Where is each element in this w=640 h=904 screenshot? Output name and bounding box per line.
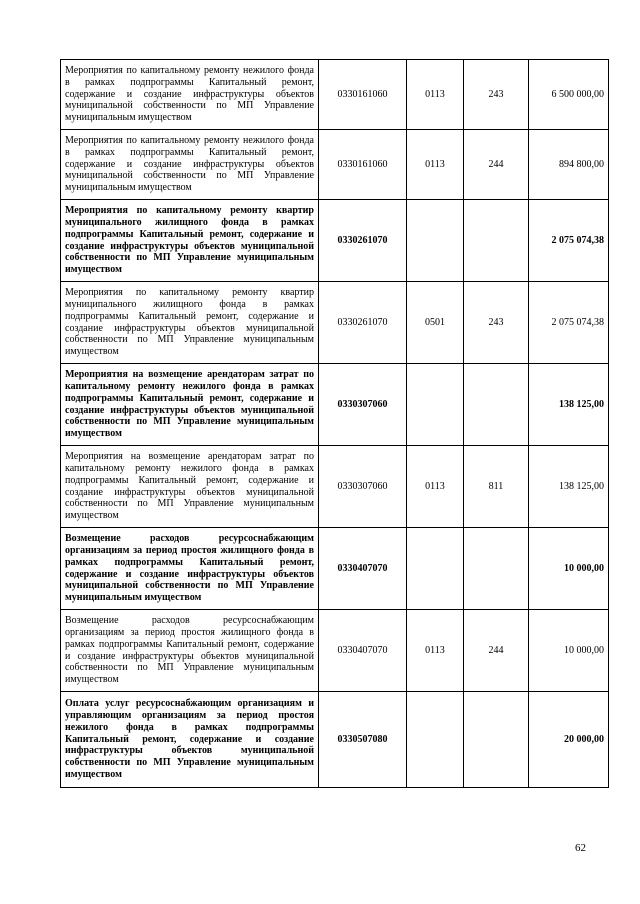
- table-row: [61, 692, 609, 788]
- row-description-cell: Мероприятия по капитальному ремонту нежилого фонда в рамках подпрограммы Капитальный ремонт, содержание и создание инфраструктуры объектов муниципальной собственности по МП Управление муниципальным имуществом: [61, 130, 319, 200]
- target-article-code-cell: 0330261070: [319, 282, 407, 364]
- target-article-code-cell: 0330507080: [319, 692, 407, 788]
- expense-type-code-cell: 243: [464, 282, 529, 364]
- section-code-cell: 0113: [407, 610, 464, 692]
- target-article-code-cell: 0330407070: [319, 528, 407, 610]
- amount-cell: 138 125,00: [529, 446, 609, 528]
- amount-cell: 138 125,00: [529, 364, 609, 446]
- expense-type-code-cell: 244: [464, 610, 529, 692]
- row-description-cell: Возмещение расходов ресурсоснабжающим организациям за период простоя жилищного фонда в рамках подпрограммы Капитальный ремонт, содержание и создание инфраструктуры объектов муниципальной собственности по МП Управление муниципальным имуществом: [61, 610, 319, 692]
- table-row: [61, 282, 609, 364]
- row-description-cell: Мероприятия по капитальному ремонту нежилого фонда в рамках подпрограммы Капитальный ремонт, содержание и создание инфраструктуры объектов муниципальной собственности по МП Управление муниципальным имуществом: [61, 60, 319, 130]
- expense-type-code-cell: 811: [464, 446, 529, 528]
- amount-cell: 2 075 074,38: [529, 200, 609, 282]
- row-description-cell: Мероприятия по капитальному ремонту квартир муниципального жилищного фонда в рамках подпрограммы Капитальный ремонт, содержание и создание инфраструктуры объектов муниципальной собственности по МП Управление муниципальным имуществом: [61, 282, 319, 364]
- row-description-cell: Мероприятия на возмещение арендаторам затрат по капитальному ремонту нежилого фонда в рамках подпрограммы Капитальный ремонт, содержание и создание инфраструктуры объектов муниципальной собственности по МП Управление муниципальным имуществом: [61, 446, 319, 528]
- target-article-code-cell: 0330307060: [319, 446, 407, 528]
- amount-cell: 2 075 074,38: [529, 282, 609, 364]
- expense-type-code-cell: [464, 528, 529, 610]
- amount-cell: 10 000,00: [529, 610, 609, 692]
- target-article-code-cell: 0330407070: [319, 610, 407, 692]
- table-row: [61, 60, 609, 130]
- table-row: [61, 364, 609, 446]
- target-article-code-cell: 0330161060: [319, 130, 407, 200]
- section-code-cell: 0113: [407, 130, 464, 200]
- table-row: [61, 200, 609, 282]
- section-code-cell: [407, 692, 464, 788]
- section-code-cell: [407, 528, 464, 610]
- budget-table-body: [61, 60, 609, 788]
- section-code-cell: [407, 200, 464, 282]
- section-code-cell: 0113: [407, 60, 464, 130]
- amount-cell: 894 800,00: [529, 130, 609, 200]
- amount-cell: 6 500 000,00: [529, 60, 609, 130]
- budget-table: [60, 59, 609, 788]
- amount-cell: 20 000,00: [529, 692, 609, 788]
- expense-type-code-cell: [464, 692, 529, 788]
- target-article-code-cell: 0330307060: [319, 364, 407, 446]
- section-code-cell: 0501: [407, 282, 464, 364]
- amount-cell: 10 000,00: [529, 528, 609, 610]
- expense-type-code-cell: 243: [464, 60, 529, 130]
- expense-type-code-cell: [464, 200, 529, 282]
- table-row: [61, 446, 609, 528]
- row-description-cell: Возмещение расходов ресурсоснабжающим организациям за период простоя жилищного фонда в рамках подпрограммы Капитальный ремонт, содержание и создание инфраструктуры объектов муниципальной собственности по МП Управление муниципальным имуществом: [61, 528, 319, 610]
- section-code-cell: 0113: [407, 446, 464, 528]
- table-row: [61, 130, 609, 200]
- page-number: 62: [575, 842, 586, 854]
- table-row: [61, 610, 609, 692]
- row-description-cell: Мероприятия по капитальному ремонту квартир муниципального жилищного фонда в рамках подпрограммы Капитальный ремонт, содержание и создание инфраструктуры объектов муниципальной собственности по МП Управление муниципальным имуществом: [61, 200, 319, 282]
- row-description-cell: Оплата услуг ресурсоснабжающим организациям и управляющим организациям за период простоя нежилого фонда в рамках подпрограммы Капитальный ремонт, содержание и создание инфраструктуры объектов муниципальной собственности по МП Управление муниципальным имуществом: [61, 692, 319, 788]
- row-description-cell: Мероприятия на возмещение арендаторам затрат по капитальному ремонту нежилого фонда в рамках подпрограммы Капитальный ремонт, содержание и создание инфраструктуры объектов муниципальной собственности по МП Управление муниципальным имуществом: [61, 364, 319, 446]
- table-row: [61, 528, 609, 610]
- target-article-code-cell: 0330161060: [319, 60, 407, 130]
- expense-type-code-cell: [464, 364, 529, 446]
- section-code-cell: [407, 364, 464, 446]
- target-article-code-cell: 0330261070: [319, 200, 407, 282]
- expense-type-code-cell: 244: [464, 130, 529, 200]
